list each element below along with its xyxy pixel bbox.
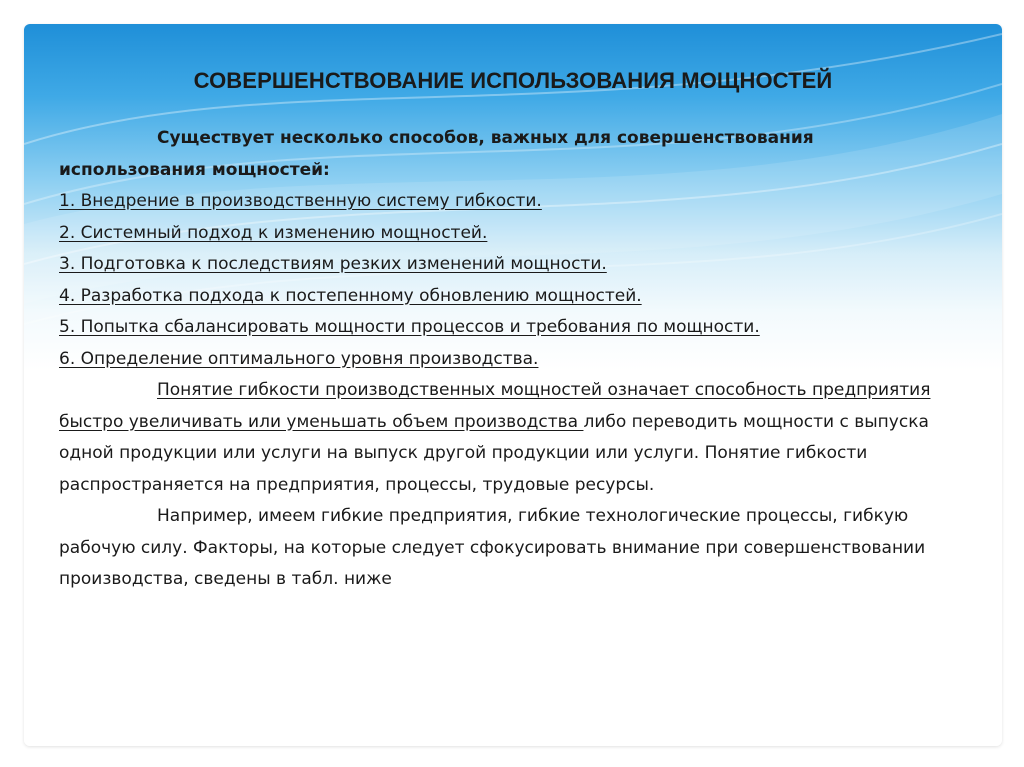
definition-paragraph xyxy=(59,375,959,501)
list-item: 1. Внедрение в производственную систему гибкости. xyxy=(59,191,542,211)
slide-body xyxy=(59,123,959,596)
slide-title: СОВЕРШЕНСТВОВАНИЕ ИСПОЛЬЗОВАНИЯ МОЩНОСТЕЙ xyxy=(193,68,833,93)
definition-underlined-text: Понятие гибкости производственных мощностей означает способность предприятия быстро увеличивать или уменьшать объем производства xyxy=(59,380,931,432)
example-text: Например, имеем гибкие предприятия, гибкие технологические процессы, гибкую рабочую силу. Факторы, на которые следует сфокусировать внимание при совершенствовании производства, сведены в табл. ниже xyxy=(59,506,926,589)
slide xyxy=(24,24,1002,746)
example-paragraph xyxy=(59,501,959,596)
list-item: 4. Разработка подхода к постепенному обновлению мощностей. xyxy=(59,285,642,306)
intro-text: Существует несколько способов, важных для совершенствования использования мощностей: xyxy=(59,128,814,180)
list-item: 2. Системный подход к изменению мощностей. xyxy=(59,222,488,243)
list-item: 6. Определение оптимального уровня производства. xyxy=(59,348,539,369)
list-item: 3. Подготовка к последствиям резких изменений мощности. xyxy=(59,254,607,274)
intro-paragraph xyxy=(59,123,959,186)
list-item: 5. Попытка сбалансировать мощности процессов и требования по мощности. xyxy=(59,317,760,337)
definition-rest-text: либо переводить мощности с выпуска одной продукции или услуги на выпуск другой продукции или услуги. Понятие гибкости распространяется на предприятия, процессы, трудовые ресурсы. xyxy=(59,411,929,495)
